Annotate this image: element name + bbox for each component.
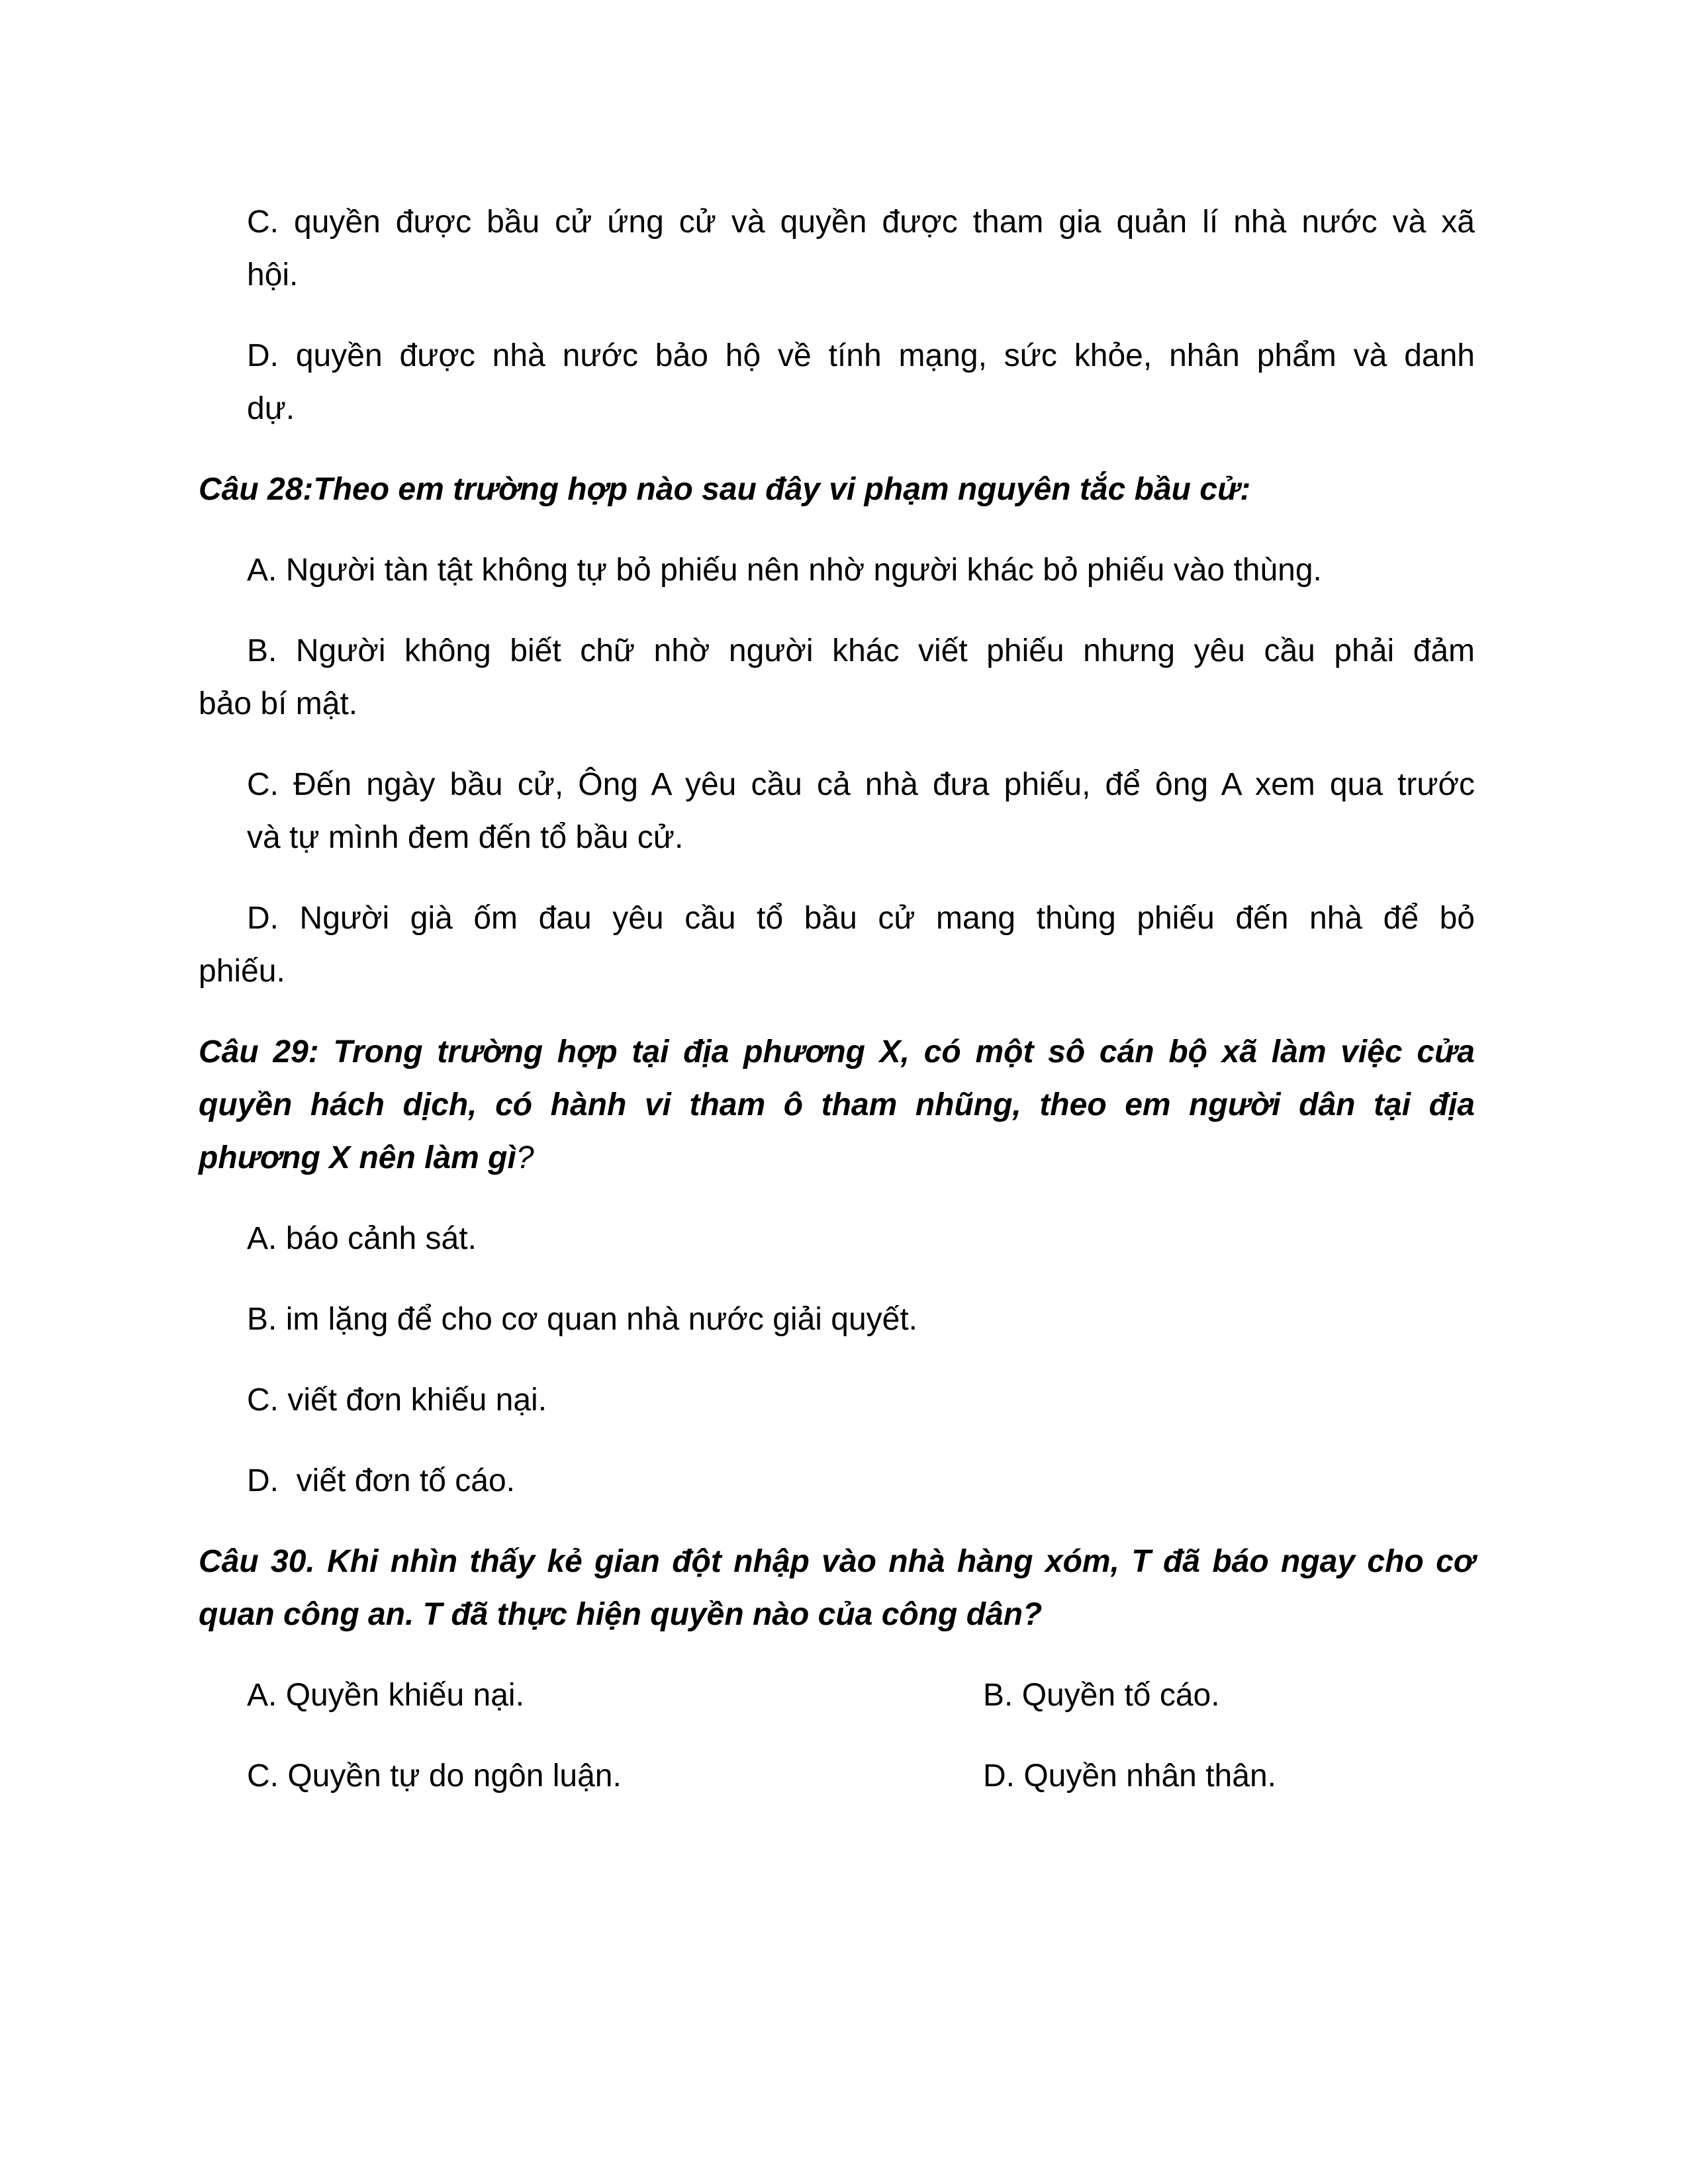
- question-30-option-d: D. Quyền nhân thân.: [983, 1758, 1276, 1794]
- question-30-option-c: C. Quyền tự do ngôn luận.: [247, 1758, 622, 1794]
- question-30-title-line2: quan công an. T đã thực hiện quyền nào của công dân?: [199, 1597, 1043, 1632]
- question-29-option-c: C. viết đơn khiếu nại.: [247, 1383, 547, 1418]
- question-28-option-c-line2: và tự mình đem đến tổ bầu cử.: [247, 820, 684, 855]
- question-28-option-b-line1: B. Người không biết chữ nhờ người khác viết phiếu nhưng yêu cầu phải đảm: [247, 633, 1475, 668]
- question-29-title-text: phương X nên làm gì: [199, 1140, 516, 1175]
- question-30-title-line1: Câu 30. Khi nhìn thấy kẻ gian đột nhập vào nhà hàng xóm, T đã báo ngay cho cơ: [199, 1544, 1475, 1579]
- question-29-title-mark: ?: [516, 1140, 534, 1175]
- question-30-option-b: B. Quyền tố cáo.: [983, 1678, 1220, 1713]
- question-28-option-b-line2: bảo bí mật.: [199, 686, 358, 721]
- question-29-title-line1: Câu 29: Trong trường hợp tại địa phương X, có một sô cán bộ xã làm việc cửa: [199, 1034, 1475, 1069]
- prev-option-c-line1: C. quyền được bầu cử ứng cử và quyền được tham gia quản lí nhà nước và xã: [247, 205, 1475, 240]
- prev-option-d-line2: dự.: [247, 391, 295, 426]
- question-29-option-a: A. báo cảnh sát.: [247, 1221, 477, 1256]
- question-28-option-d-line2: phiếu.: [199, 954, 285, 989]
- prev-option-d-line1: D. quyền được nhà nước bảo hộ về tính mạng, sức khỏe, nhân phẩm và danh: [247, 338, 1475, 373]
- question-28-option-c-line1: C. Đến ngày bầu cử, Ông A yêu cầu cả nhà đưa phiếu, để ông A xem qua trước: [247, 767, 1475, 802]
- question-28-option-d-line1: D. Người già ốm đau yêu cầu tổ bầu cử mang thùng phiếu đến nhà để bỏ: [247, 901, 1475, 936]
- question-28-title: Câu 28:Theo em trường hợp nào sau đây vi phạm nguyên tắc bầu cử:: [199, 472, 1251, 507]
- question-29-title-line3: [199, 1132, 534, 1185]
- prev-option-c-line2: hội.: [247, 257, 299, 293]
- question-29-option-b: B. im lặng để cho cơ quan nhà nước giải quyết.: [247, 1302, 918, 1337]
- question-29-option-d: D. viết đơn tố cáo.: [247, 1463, 515, 1498]
- question-29-title-line2: quyền hách dịch, có hành vi tham ô tham nhũng, theo em người dân tại địa: [199, 1087, 1475, 1122]
- question-30-option-a: A. Quyền khiếu nại.: [247, 1678, 524, 1713]
- question-28-option-a: A. Người tàn tật không tự bỏ phiếu nên nhờ người khác bỏ phiếu vào thùng.: [247, 553, 1322, 588]
